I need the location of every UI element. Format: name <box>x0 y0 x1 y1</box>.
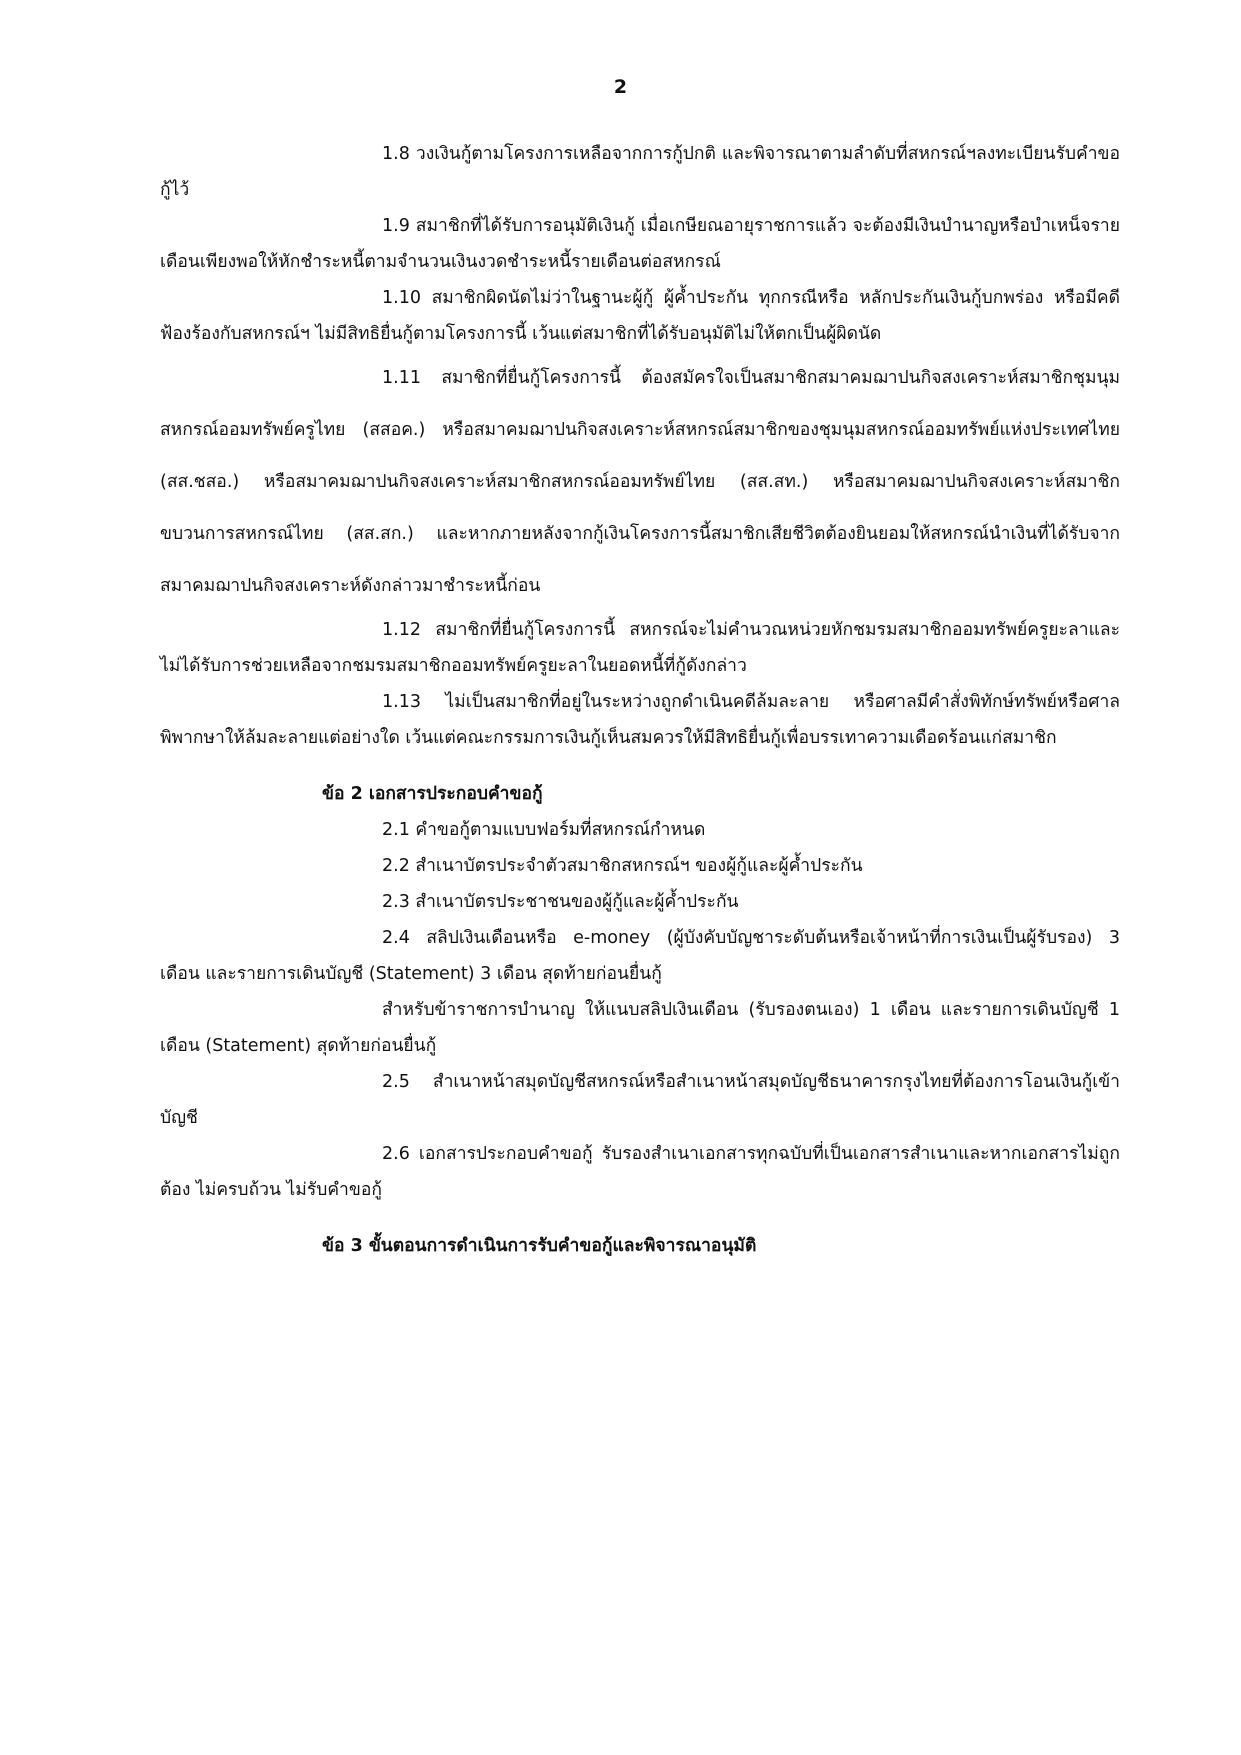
document-body <box>160 136 1120 1264</box>
paragraph-1-12: 1.12 สมาชิกที่ยื่นกู้โครงการนี้ สหกรณ์จะไม่คำนวณหน่วยหักชมรมสมาชิกออมทรัพย์ครูยะลาและไม่ได้รับการช่วยเหลือจากชมรมสมาชิกออมทรัพย์ครูยะลาในยอดหนี้ที่กู้ดังกล่าว <box>160 620 1120 676</box>
paragraph-1-11: 1.11 สมาชิกที่ยื่นกู้โครงการนี้ ต้องสมัครใจเป็นสมาชิกสมาคมฌาปนกิจสงเคราะห์สมาชิกชุมนุมสหกรณ์ออมทรัพย์ครูไทย (สสอค.) หรือสมาคมฌาปนกิจสงเคราะห์สหกรณ์สมาชิกของชุมนุมสหกรณ์ออมทรัพย์แห่งประเทศไทย (สส.ชสอ.) หรือสมาคมฌาปนกิจสงเคราะห์สมาชิกสหกรณ์ออมทรัพย์ไทย (สส.สท.) หรือสมาคมฌาปนกิจสงเคราะห์สมาชิกขบวนการสหกรณ์ไทย (สส.สก.) และหากภายหลังจากกู้เงินโครงการนี้สมาชิกเสียชีวิตต้องยินยอมให้สหกรณ์นำเงินที่ได้รับจากสมาคมฌาปนกิจสงเคราะห์ดังกล่าวมาชำระหนี้ก่อน <box>160 368 1120 596</box>
paragraph-1-8: 1.8 วงเงินกู้ตามโครงการเหลือจากการกู้ปกติ และพิจารณาตามลำดับที่สหกรณ์ฯลงทะเบียนรับคำขอกู้ไว้ <box>160 144 1120 200</box>
page-number: 2 <box>613 76 628 98</box>
spacer <box>160 1208 1120 1228</box>
spacer <box>160 756 1120 776</box>
item-2-4: 2.4 สลิปเงินเดือนหรือ e-money (ผู้บังคับบัญชาระดับต้นหรือเจ้าหน้าที่การเงินเป็นผู้รับรอง) 3 เดือน และรายการเดินบัญชี (Statement) 3 เดือน สุดท้ายก่อนยื่นกู้ <box>160 928 1120 984</box>
paragraph-1-10: 1.10 สมาชิกผิดนัดไม่ว่าในฐานะผู้กู้ ผู้ค้ำประกัน ทุกกรณีหรือ หลักประกันเงินกู้บกพร่อง หรือมีคดีฟ้องร้องกับสหกรณ์ฯ ไม่มีสิทธิยื่นกู้ตามโครงการนี้ เว้นแต่สมาชิกที่ได้รับอนุมัติไม่ให้ตกเป็นผู้ผิดนัด <box>160 288 1120 344</box>
item-2-6: 2.6 เอกสารประกอบคำขอกู้ รับรองสำเนาเอกสารทุกฉบับที่เป็นเอกสารสำเนาและหากเอกสารไม่ถูกต้อง ไม่ครบถ้วน ไม่รับคำขอกู้ <box>160 1144 1120 1200</box>
paragraph-1-13: 1.13 ไม่เป็นสมาชิกที่อยู่ในระหว่างถูกดำเนินคดีล้มละลาย หรือศาลมีคำสั่งพิทักษ์ทรัพย์หรือศาลพิพากษาให้ล้มละลายแต่อย่างใด เว้นแต่คณะกรรมการเงินกู้เห็นสมควรให้มีสิทธิยื่นกู้เพื่อบรรเทาความเดือดร้อนแก่สมาชิก <box>160 692 1120 748</box>
item-2-5: 2.5 สำเนาหน้าสมุดบัญชีสหกรณ์หรือสำเนาหน้าสมุดบัญชีธนาคารกรุงไทยที่ต้องการโอนเงินกู้เข้าบัญชี <box>160 1072 1120 1128</box>
paragraph-1-9: 1.9 สมาชิกที่ได้รับการอนุมัติเงินกู้ เมื่อเกษียณอายุราชการแล้ว จะต้องมีเงินบำนาญหรือบำเหน็จรายเดือนเพียงพอให้หักชำระหนี้ตามจำนวนเงินงวดชำระหนี้รายเดือนต่อสหกรณ์ <box>160 216 1120 272</box>
section-2-heading: ข้อ 2 เอกสารประกอบคำขอกู้ <box>322 784 543 804</box>
item-2-4-note: สำหรับข้าราชการบำนาญ ให้แนบสลิปเงินเดือน (รับรองตนเอง) 1 เดือน และรายการเดินบัญชี 1 เดือน (Statement) สุดท้ายก่อนยื่นกู้ <box>160 1000 1120 1056</box>
item-2-3: 2.3 สำเนาบัตรประชาชนของผู้กู้และผู้ค้ำประกัน <box>382 892 739 912</box>
item-2-2: 2.2 สำเนาบัตรประจำตัวสมาชิกสหกรณ์ฯ ของผู้กู้และผู้ค้ำประกัน <box>382 856 863 876</box>
item-2-1: 2.1 คำขอกู้ตามแบบฟอร์มที่สหกรณ์กำหนด <box>382 820 706 840</box>
section-3-heading: ข้อ 3 ขั้นตอนการดำเนินการรับคำขอกู้และพิจารณาอนุมัติ <box>322 1236 757 1256</box>
